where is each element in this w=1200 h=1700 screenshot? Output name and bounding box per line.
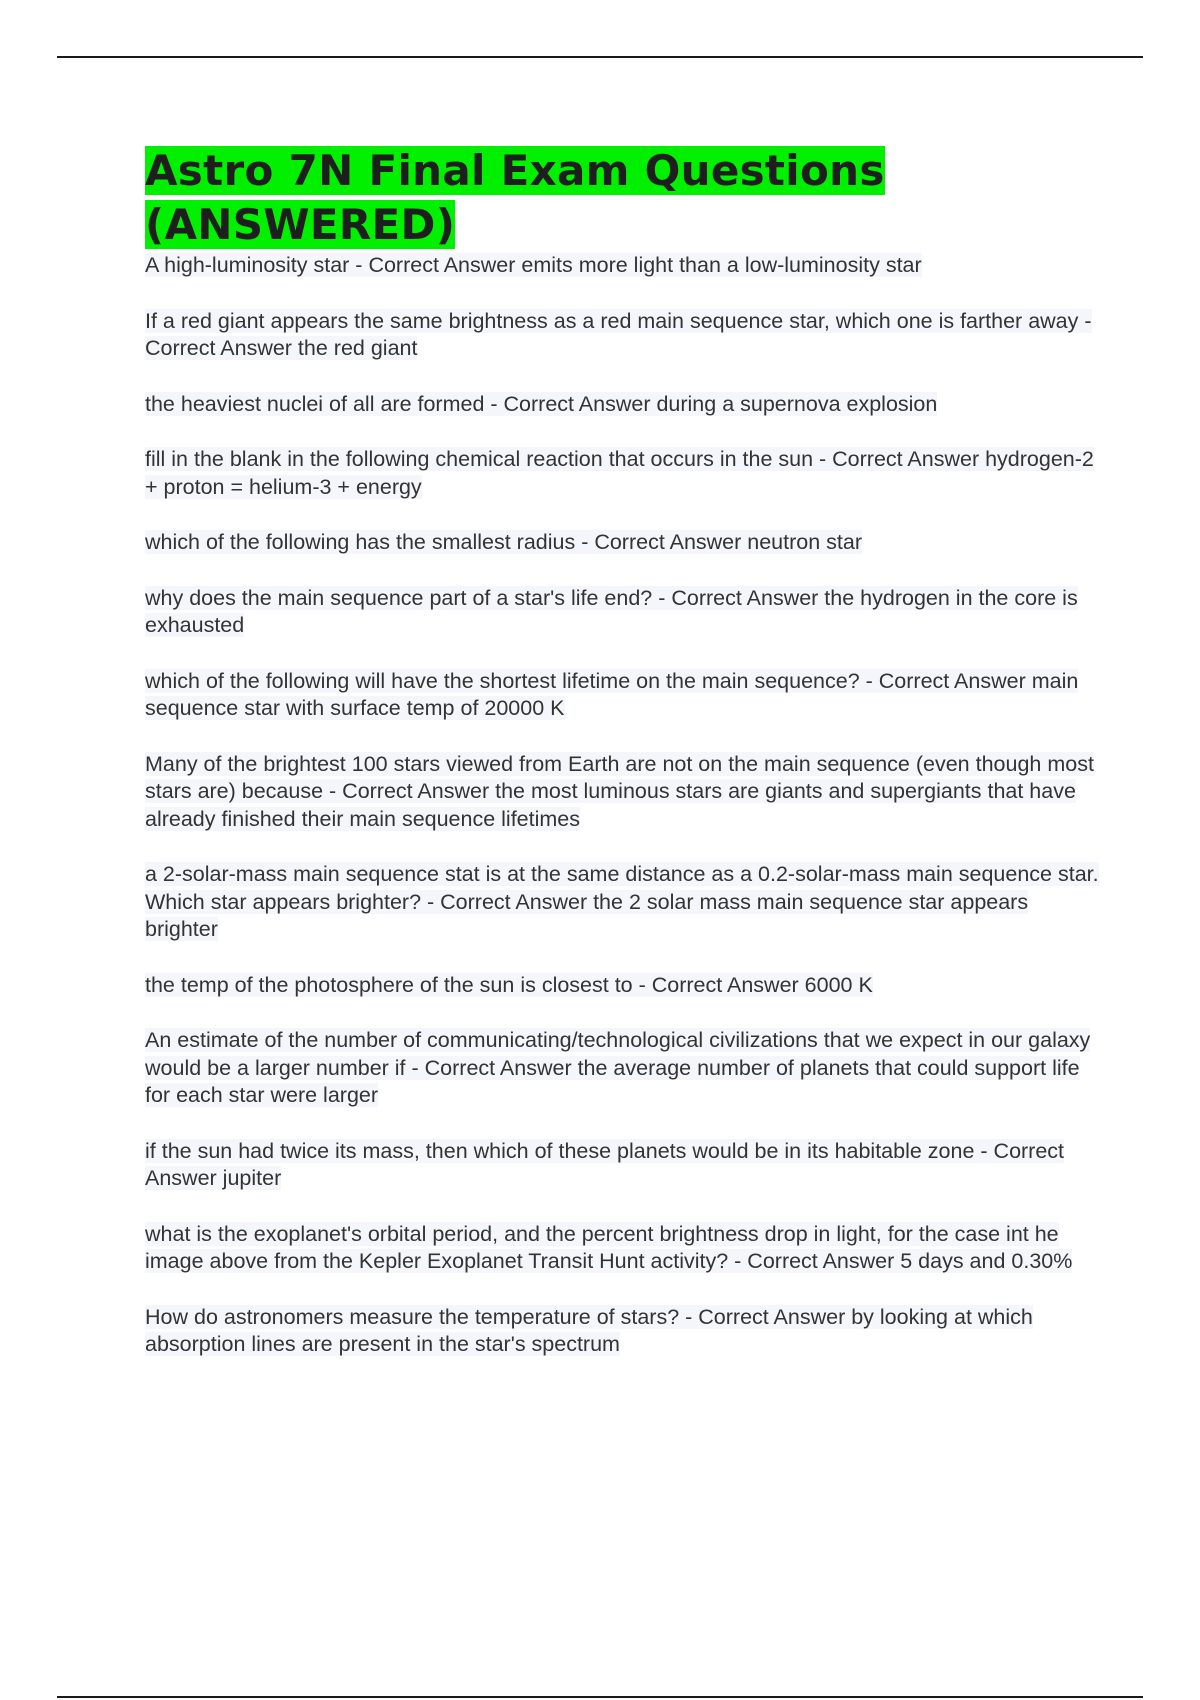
qa-item <box>145 1138 1105 1193</box>
qa-text: the temp of the photosphere of the sun is closest to - Correct Answer 6000 K <box>145 972 873 997</box>
qa-text: which of the following has the smallest radius - Correct Answer neutron star <box>145 530 862 554</box>
qa-item <box>145 972 1105 1000</box>
qa-text: a 2-solar-mass main sequence stat is at the same distance as a 0.2-solar-mass main sequence star. Which star appears brighter? - Correct Answer the 2 solar mass main sequence star appears brighter <box>145 862 1099 941</box>
qa-text: the heaviest nuclei of all are formed - Correct Answer during a supernova explosion <box>145 391 938 416</box>
qa-item <box>145 1304 1105 1359</box>
document-body <box>145 144 1105 1359</box>
document-title-text: Astro 7N Final Exam Questions (ANSWERED) <box>145 146 885 249</box>
qa-text: If a red giant appears the same brightness as a red main sequence star, which one is farther away - Correct Answer the red giant <box>145 308 1092 360</box>
qa-item <box>145 751 1105 834</box>
qa-text: Many of the brightest 100 stars viewed from Earth are not on the main sequence (even though most stars are) because - Correct Answer the most luminous stars are giants and supergiants that have already finished their main sequence lifetimes <box>145 751 1094 831</box>
qa-text: what is the exoplanet's orbital period, and the percent brightness drop in light, for the case int he image above from the Kepler Exoplanet Transit Hunt activity? - Correct Answer 5 days and 0.30% <box>145 1221 1073 1273</box>
document-title <box>145 144 1105 252</box>
qa-item <box>145 668 1105 723</box>
qa-text: A high-luminosity star - Correct Answer emits more light than a low-luminosity star <box>145 253 922 277</box>
bottom-rule <box>57 1696 1143 1698</box>
qa-text: An estimate of the number of communicating/technological civilizations that we expect in our galaxy would be a larger number if - Correct Answer the average number of planets that could support life for each star were larger <box>145 1028 1091 1107</box>
qa-text: if the sun had twice its mass, then which of these planets would be in its habitable zone - Correct Answer jupiter <box>145 1138 1065 1190</box>
qa-text: why does the main sequence part of a star's life end? - Correct Answer the hydrogen in the core is exhausted <box>145 585 1078 637</box>
qa-item <box>145 585 1105 640</box>
qa-item <box>145 308 1105 363</box>
qa-item <box>145 391 1105 419</box>
qa-item <box>145 446 1105 501</box>
qa-text: fill in the blank in the following chemical reaction that occurs in the sun - Correct Answer hydrogen-2 + proton = helium-3 + energy <box>145 447 1094 499</box>
qa-item <box>145 529 1105 557</box>
qa-item <box>145 252 1105 280</box>
qa-text: How do astronomers measure the temperature of stars? - Correct Answer by looking at which absorption lines are present in the star's spectrum <box>145 1304 1033 1356</box>
qa-item <box>145 1027 1105 1110</box>
qa-item <box>145 1221 1105 1276</box>
qa-text: which of the following will have the shortest lifetime on the main sequence? - Correct Answer main sequence star with surface temp of 20000 K <box>145 668 1079 720</box>
top-rule <box>57 56 1143 58</box>
qa-item <box>145 861 1105 944</box>
